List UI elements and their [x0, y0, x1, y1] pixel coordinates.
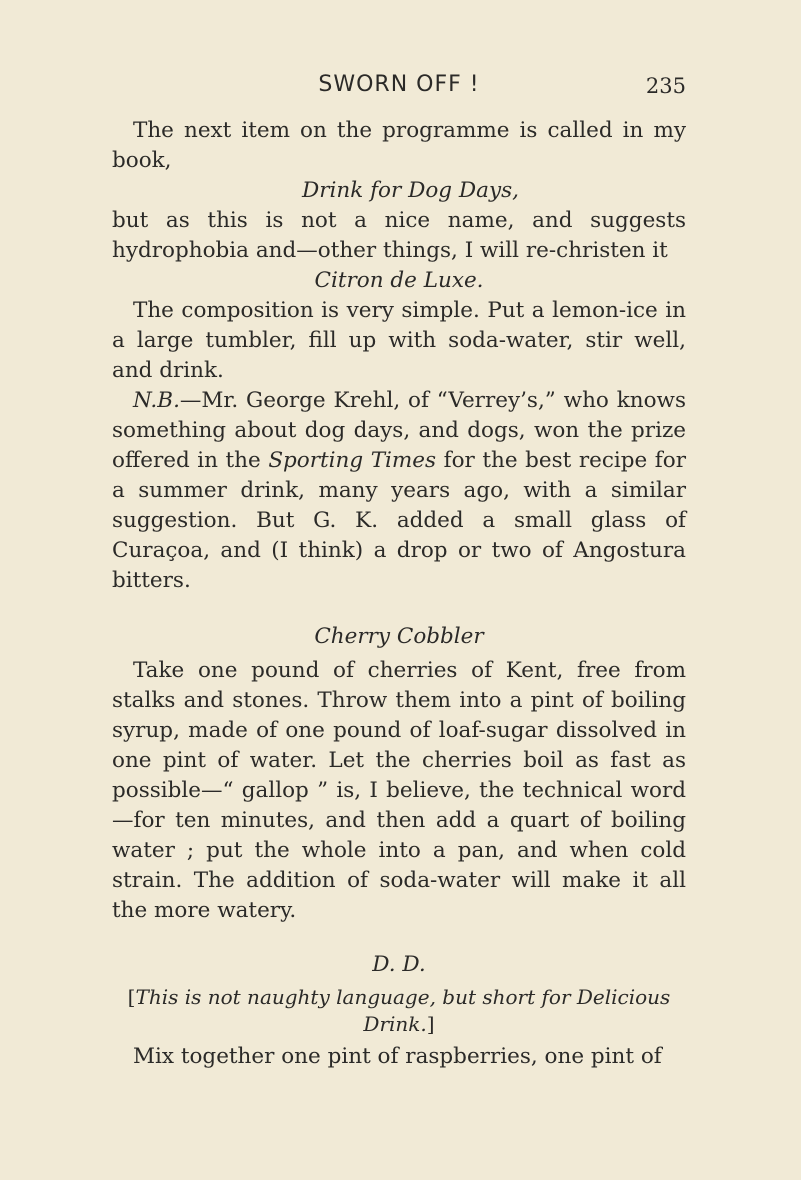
page-body: [112, 116, 686, 1072]
running-title: SWORN OFF !: [318, 72, 480, 97]
heading-cherry-cobbler: Cherry Cobbler: [314, 624, 484, 649]
paragraph-raspberries: Mix together one pint of raspberries, one pint of: [133, 1044, 662, 1069]
paragraph-intro: The next item on the programme is called in my book,: [112, 118, 686, 173]
nota-bene-text-1: —Mr. George Krehl, of “Verrey’s,” who knows something about dog days, and dogs, won the prize offered in the: [112, 388, 686, 473]
nota-bene-text-2: for the best recipe for a summer drink, many years ago, with a similar suggestion. But G. K. added a small glass of Curaçoa, and (I think) a drop or two of Angostura bitters.: [112, 448, 686, 593]
nota-bene-label: N.B.: [133, 388, 180, 413]
paragraph-composition: The composition is very simple. Put a lemon-ice in a large tumbler, fill up with soda-water, stir well, and drink.: [112, 298, 686, 383]
paragraph-cherry-recipe: Take one pound of cherries of Kent, free from stalks and stones. Throw them into a pint of boiling syrup, made of one pound of loaf-sugar dissolved in one pint of water. Let the cherries boil as fast as possible—“ gallop ” is, I believe, the technical word—for ten minutes, and then add a quart of boiling water ; put the whole into a pan, and when cold strain. The addition of soda-water will make it all the more watery.: [112, 658, 686, 923]
page-number: 235: [645, 74, 686, 98]
note-close-bracket: ]: [426, 1012, 435, 1036]
paragraph-rechristen: but as this is not a nice name, and suggests hydrophobia and—other things, I will re-christen it: [112, 208, 686, 263]
bracketed-note: [112, 984, 686, 1038]
heading-citron-de-luxe: Citron de Luxe.: [314, 268, 484, 293]
heading-dd: D. D.: [372, 952, 426, 977]
sporting-times-title: Sporting Times: [268, 448, 437, 473]
note-open-bracket: [: [127, 985, 136, 1009]
heading-drink-for-dog-days: Drink for Dog Days,: [302, 178, 519, 203]
running-head: [112, 72, 686, 102]
paragraph-nota-bene: [112, 386, 686, 596]
note-text: This is not naughty language, but short for Delicious Drink.: [135, 985, 671, 1036]
